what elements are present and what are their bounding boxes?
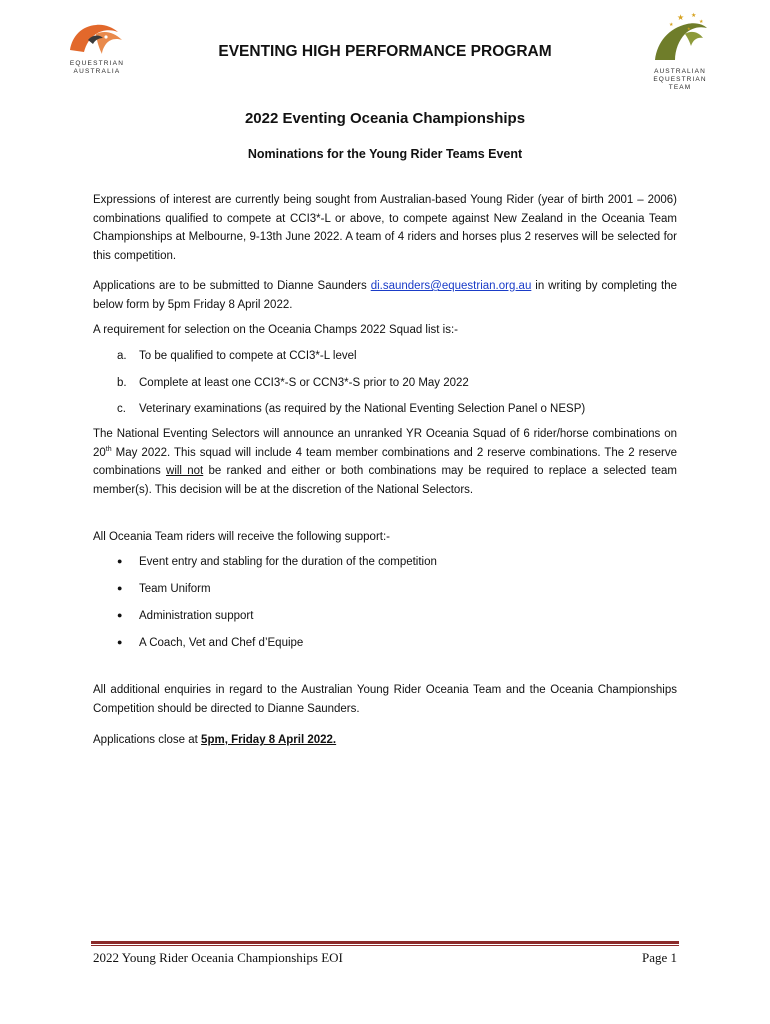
selectors-text-pre: The National Eventing Selectors will announce an unranked YR Oceania Squad of 6 rider/horse combinations on 20 [93, 428, 677, 459]
ordinal-suffix: th [105, 445, 112, 453]
selectors-paragraph [93, 425, 677, 499]
support-intro: All Oceania Team riders will receive the following support:- [93, 531, 391, 543]
support-item [117, 607, 677, 625]
enquiries-paragraph: All additional enquiries in regard to the Australian Young Rider Oceania Team and the Oceania Championships Competition should be directed to Dianne Saunders. [93, 684, 677, 715]
list-item-text: To be qualified to compete at CCI3*-L level [139, 350, 357, 362]
support-item [117, 553, 677, 571]
footer-document-title: 2022 Young Rider Oceania Championships EOI [93, 950, 343, 965]
close-text-pre: Applications close at [93, 734, 202, 746]
footer-rule-thin [91, 945, 679, 946]
logo-right-line3: TEAM [668, 84, 692, 91]
list-item-text: Veterinary examinations (as required by the National Eventing Selection Panel o NESP) [139, 403, 586, 415]
list-item-text: Complete at least one CCI3*-S or CCN3*-S prior to 20 May 2022 [139, 377, 469, 389]
list-item-text: Event entry and stabling for the duration of the competition [139, 556, 437, 568]
list-marker: c. [117, 403, 126, 415]
bullet-icon: ● [117, 637, 123, 647]
page-title: 2022 Eventing Oceania Championships [244, 110, 526, 127]
bullet-icon: ● [117, 610, 123, 620]
svg-text:★: ★ [699, 19, 704, 25]
close-date: 5pm, Friday 8 April 2022. [201, 734, 337, 746]
svg-text:★: ★ [677, 13, 685, 22]
bullet-icon: ● [117, 556, 123, 566]
applications-paragraph [93, 277, 677, 314]
header-title: EVENTING HIGH PERFORMANCE PROGRAM [218, 43, 552, 60]
requirement-item-c [117, 400, 677, 418]
list-item-text: A Coach, Vet and Chef d’Equipe [139, 637, 304, 649]
underlined-text: will not [166, 465, 204, 477]
list-item-text: Administration support [139, 610, 254, 622]
footer-rule [91, 941, 679, 944]
requirement-item-a [117, 347, 677, 365]
svg-text:★: ★ [687, 26, 691, 31]
logo-left-line2: AUSTRALIA [73, 68, 121, 75]
page-number: Page 1 [641, 950, 677, 965]
applications-text-pre: Applications are to be submitted to Dianne Saunders [93, 280, 371, 292]
logo-left-line1: EQUESTRIAN [69, 60, 125, 67]
requirement-intro: A requirement for selection on the Oceania Champs 2022 Squad list is:- [93, 324, 459, 336]
selectors-text-mid: May 2022. This squad will include 4 team member combinations and 2 reserve combinations. The 2 reserve combinations [93, 446, 677, 477]
email-link[interactable]: di.saunders@equestrian.org.au [370, 280, 532, 292]
list-item-text: Team Uniform [139, 583, 211, 595]
page-subtitle: Nominations for the Young Rider Teams Event [247, 147, 523, 161]
intro-paragraph: Expressions of interest are currently being sought from Australian-based Young Rider (year of birth 2001 – 2006) combinations qualified to compete at CCI3*-L or above, to compete against New Zealand in the Oceania Team Championships at Melbourne, 9-13th June 2022. A team of 4 riders and horses plus 2 reserves will be selected for this competition. [93, 194, 677, 262]
bullet-icon: ● [117, 583, 123, 593]
requirement-item-b [117, 374, 677, 392]
applications-close [93, 731, 677, 750]
support-item [117, 634, 677, 652]
logo-right-line1: AUSTRALIAN [654, 68, 706, 75]
list-marker: a. [117, 350, 127, 362]
applications-text-post: in writing by completing the below form by 5pm Friday 8 April 2022. [93, 280, 677, 311]
logo-right-line2: EQUESTRIAN [653, 76, 707, 83]
selectors-text-post: be ranked and either or both combinations may be required to replace a selected team member(s). This decision will be at the discretion of the National Selectors. [93, 465, 677, 496]
list-marker: b. [117, 377, 127, 389]
support-item [117, 580, 677, 598]
svg-text:★: ★ [669, 22, 674, 28]
svg-text:★: ★ [691, 12, 697, 19]
